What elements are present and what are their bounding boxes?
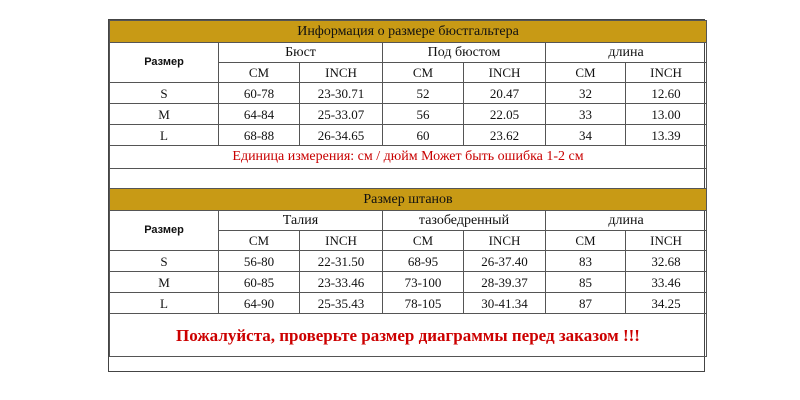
pants-group-hip: тазобедренный <box>383 211 546 231</box>
bra-data-cell: 33 <box>546 104 626 125</box>
bra-row-m <box>110 104 707 125</box>
bra-data-cell: 23.62 <box>464 125 546 146</box>
pants-title: Размер штанов <box>110 189 707 211</box>
bra-data-cell: 25-33.07 <box>300 104 383 125</box>
bra-data-cell: 26-34.65 <box>300 125 383 146</box>
pants-title-row <box>110 189 707 211</box>
bra-unit-cell: CM <box>546 63 626 83</box>
bra-group-row <box>110 43 707 63</box>
spacer-row <box>110 169 707 189</box>
pants-data-cell: 23-33.46 <box>300 272 383 293</box>
pants-data-cell: 85 <box>546 272 626 293</box>
pants-size-cell: L <box>110 293 219 314</box>
bra-data-cell: 23-30.71 <box>300 83 383 104</box>
pants-data-cell: 28-39.37 <box>464 272 546 293</box>
pants-unit-cell: INCH <box>464 231 546 251</box>
pants-unit-cell: CM <box>219 231 300 251</box>
pants-row-l <box>110 293 707 314</box>
bra-data-cell: 68-88 <box>219 125 300 146</box>
pants-data-cell: 32.68 <box>626 251 707 272</box>
bra-unit-cell: CM <box>383 63 464 83</box>
size-table <box>109 20 707 357</box>
pants-data-cell: 25-35.43 <box>300 293 383 314</box>
bra-size-cell: S <box>110 83 219 104</box>
bra-data-cell: 13.00 <box>626 104 707 125</box>
pants-data-cell: 68-95 <box>383 251 464 272</box>
bra-data-cell: 12.60 <box>626 83 707 104</box>
pants-group-row <box>110 211 707 231</box>
measurement-note: Единица измерения: см / дюйм Может быть ошибка 1-2 см <box>110 146 707 169</box>
bra-data-cell: 56 <box>383 104 464 125</box>
pants-unit-cell: INCH <box>300 231 383 251</box>
pants-group-length: длина <box>546 211 707 231</box>
size-chart <box>108 19 705 372</box>
pants-data-cell: 83 <box>546 251 626 272</box>
bra-data-cell: 60-78 <box>219 83 300 104</box>
pants-data-cell: 60-85 <box>219 272 300 293</box>
pants-data-cell: 22-31.50 <box>300 251 383 272</box>
bra-size-cell: M <box>110 104 219 125</box>
pants-data-cell: 26-37.40 <box>464 251 546 272</box>
pants-unit-cell: CM <box>383 231 464 251</box>
bra-group-length: длина <box>546 43 707 63</box>
warning-row <box>110 314 707 357</box>
bra-data-cell: 32 <box>546 83 626 104</box>
bra-data-cell: 13.39 <box>626 125 707 146</box>
spacer-cell <box>110 169 707 189</box>
bra-note-row <box>110 146 707 169</box>
pants-unit-cell: CM <box>546 231 626 251</box>
pants-row-s <box>110 251 707 272</box>
bra-group-bust: Бюст <box>219 43 383 63</box>
pants-group-waist: Талия <box>219 211 383 231</box>
bra-group-underbust: Под бюстом <box>383 43 546 63</box>
bra-unit-cell: INCH <box>300 63 383 83</box>
pants-size-cell: M <box>110 272 219 293</box>
pants-row-m <box>110 272 707 293</box>
bra-data-cell: 20.47 <box>464 83 546 104</box>
pants-data-cell: 73-100 <box>383 272 464 293</box>
bra-unit-cell: INCH <box>626 63 707 83</box>
pants-size-label: Размер <box>110 211 219 251</box>
bra-size-cell: L <box>110 125 219 146</box>
bra-title: Информация о размере бюстгальтера <box>110 21 707 43</box>
pants-data-cell: 34.25 <box>626 293 707 314</box>
pants-data-cell: 30-41.34 <box>464 293 546 314</box>
pants-size-cell: S <box>110 251 219 272</box>
pants-data-cell: 56-80 <box>219 251 300 272</box>
bra-data-cell: 64-84 <box>219 104 300 125</box>
size-check-warning: Пожалуйста, проверьте размер диаграммы перед заказом !!! <box>110 314 707 357</box>
bra-data-cell: 22.05 <box>464 104 546 125</box>
pants-data-cell: 33.46 <box>626 272 707 293</box>
pants-data-cell: 87 <box>546 293 626 314</box>
bra-title-row <box>110 21 707 43</box>
bra-size-label: Размер <box>110 43 219 83</box>
bra-data-cell: 34 <box>546 125 626 146</box>
bra-unit-cell: CM <box>219 63 300 83</box>
bra-data-cell: 60 <box>383 125 464 146</box>
bra-unit-cell: INCH <box>464 63 546 83</box>
pants-data-cell: 78-105 <box>383 293 464 314</box>
bra-row-s <box>110 83 707 104</box>
bra-row-l <box>110 125 707 146</box>
bra-data-cell: 52 <box>383 83 464 104</box>
pants-unit-cell: INCH <box>626 231 707 251</box>
pants-data-cell: 64-90 <box>219 293 300 314</box>
